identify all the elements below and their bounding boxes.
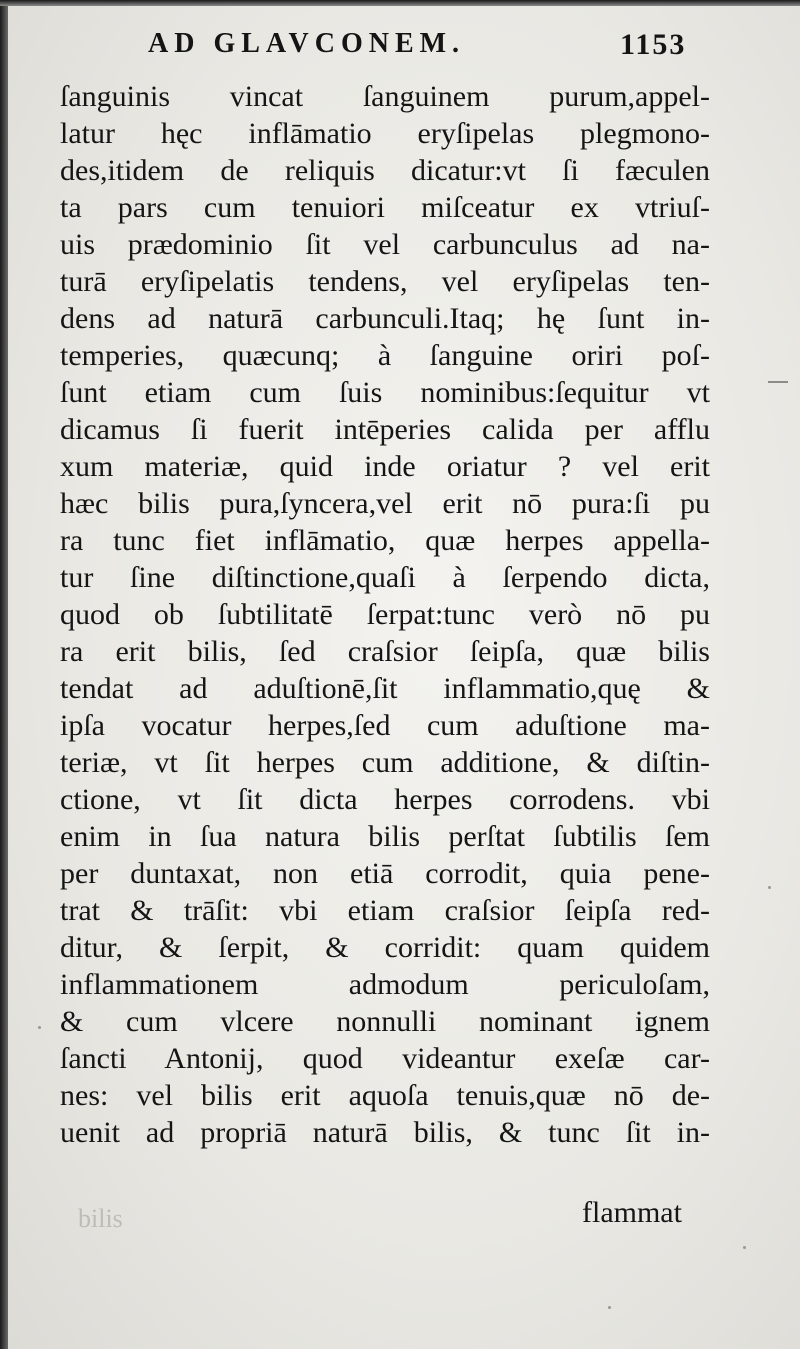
text-line: & cum vlcere nonnulli nominant ignem xyxy=(60,1005,710,1038)
text-line: enim in ſua natura bilis perſtat ſubtilis ſem xyxy=(60,820,710,853)
text-line: uis prædominio ſit vel carbunculus ad na- xyxy=(60,228,710,261)
text-line: des,itidem de reliquis dicatur:vt ſi fæculen xyxy=(60,154,710,187)
text-line: ſanguinis vincat ſanguinem purum,appel- xyxy=(60,80,710,113)
running-head: AD GLAVCONEM. xyxy=(148,28,466,59)
text-line: latur hęc inflāmatio eryſipelas plegmono- xyxy=(60,117,710,150)
text-line: ſunt etiam cum ſuis nominibus:ſequitur vt xyxy=(60,376,710,409)
text-line: ſancti Antonij, quod videantur exeſæ car- xyxy=(60,1042,710,1075)
text-line: dicamus ſi fuerit intēperies calida per afflu xyxy=(60,413,710,446)
body-text xyxy=(60,78,710,1151)
paper-speck xyxy=(608,1306,611,1309)
bleed-through-text: bilis xyxy=(78,1204,123,1233)
paper-speck xyxy=(768,886,771,889)
text-line: turā eryſipelatis tendens, vel eryſipelas ten- xyxy=(60,265,710,298)
text-line: uenit ad propriā naturā bilis, & tunc ſit in- xyxy=(60,1116,710,1149)
text-line: nes: vel bilis erit aquoſa tenuis,quæ nō de- xyxy=(60,1079,710,1112)
catchword: flammat xyxy=(582,1196,682,1229)
page-number: 1153 xyxy=(620,28,687,61)
text-line: ra tunc fiet inflāmatio, quæ herpes appella- xyxy=(60,524,710,557)
text-line: ra erit bilis, ſed craſsior ſeipſa, quæ bilis xyxy=(60,635,710,668)
text-line: ctione, vt ſit dicta herpes corrodens. vbi xyxy=(60,783,710,816)
text-line: tur ſine diſtinctione,quaſi à ſerpendo dicta, xyxy=(60,561,710,594)
text-line: teriæ, vt ſit herpes cum additione, & diſtin- xyxy=(60,746,710,779)
scan-border-left xyxy=(0,0,8,1349)
text-line: temperies, quæcunq; à ſanguine oriri poſ- xyxy=(60,339,710,372)
paper-speck xyxy=(743,1246,746,1249)
text-line: xum materiæ, quid inde oriatur ? vel erit xyxy=(60,450,710,483)
text-line: ditur, & ſerpit, & corridit: quam quidem xyxy=(60,931,710,964)
text-line: ipſa vocatur herpes,ſed cum aduſtione ma- xyxy=(60,709,710,742)
text-line: per duntaxat, non etiā corrodit, quia pene- xyxy=(60,857,710,890)
text-line: ta pars cum tenuiori miſceatur ex vtriuſ- xyxy=(60,191,710,224)
page-header xyxy=(8,28,800,78)
book-page xyxy=(8,6,800,1349)
margin-mark xyxy=(768,381,788,383)
text-line: hæc bilis pura,ſyncera,vel erit nō pura:ſi pu xyxy=(60,487,710,520)
text-line: tendat ad aduſtionē,ſit inflammatio,quę & xyxy=(60,672,710,705)
paper-speck xyxy=(38,1026,41,1029)
text-line: dens ad naturā carbunculi.Itaq; hę ſunt in- xyxy=(60,302,710,335)
text-line: trat & trāſit: vbi etiam craſsior ſeipſa red- xyxy=(60,894,710,927)
text-line: inflammationem admodum periculoſam, xyxy=(60,968,710,1001)
text-line: quod ob ſubtilitatē ſerpat:tunc verò nō pu xyxy=(60,598,710,631)
